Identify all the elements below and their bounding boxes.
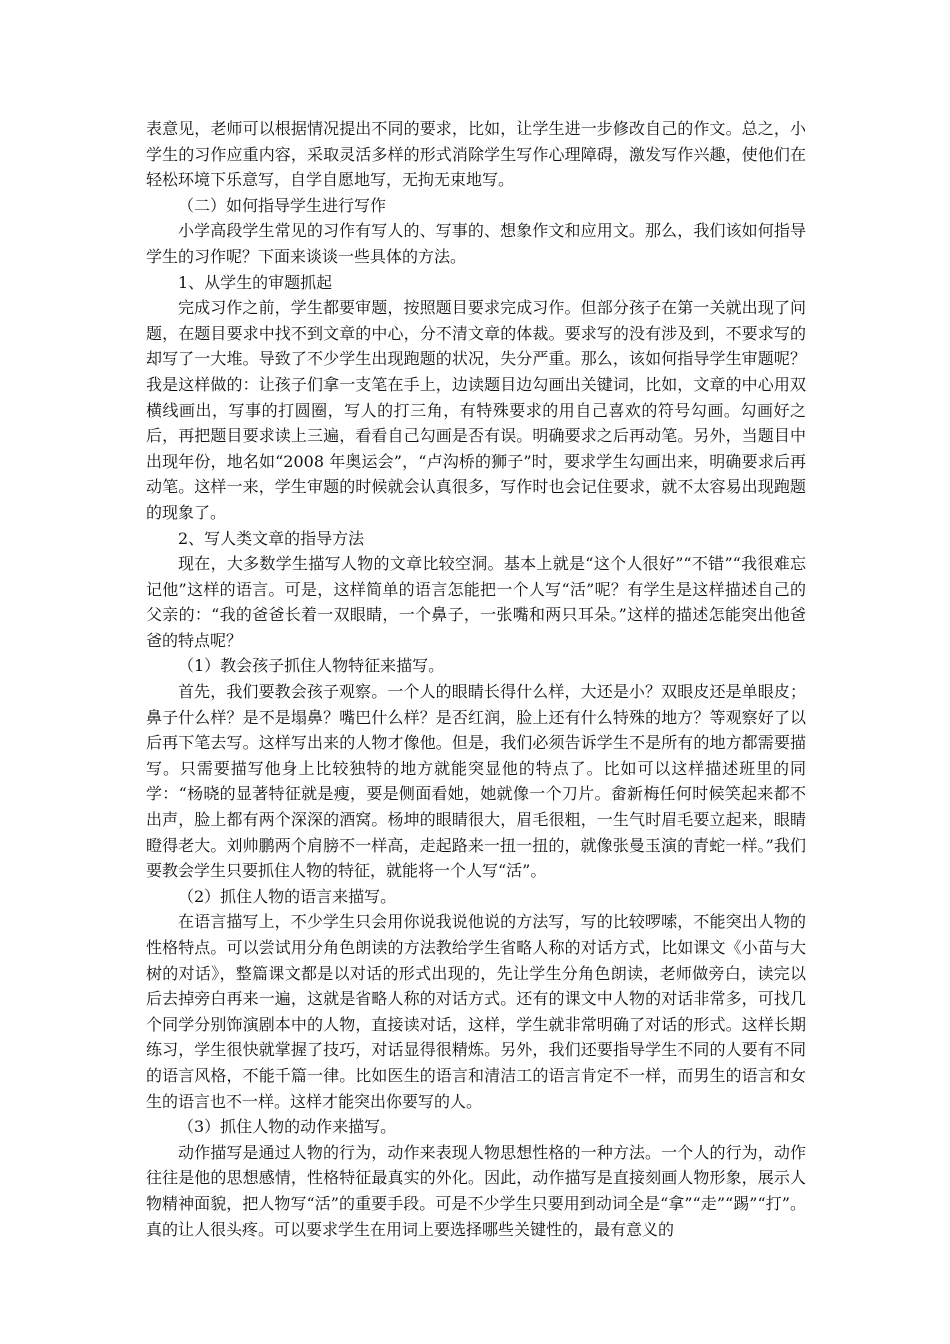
- paragraph-character-writing: 现在，大多数学生描写人物的文章比较空洞。基本上就是“这个人很好”“不错”“我很难忘记他”这样的语言。可是，这样简单的语言怎能把一个人写“活”呢？有学生是这样描述自己的父亲的：“我的爸爸长着一双眼睛，一个鼻子，一张嘴和两只耳朵。”这样的描述怎能突出他爸爸的特点呢？: [146, 554, 806, 650]
- subheading-topic-review: 1、从学生的审题抓起: [178, 272, 333, 292]
- subheading-character-actions: （3）抓住人物的动作来描写。: [178, 1117, 397, 1137]
- paragraph-topic-review: 完成习作之前，学生都要审题，按照题目要求完成习作。但部分孩子在第一关就出现了问题，在题目要求中找不到文章的中心，分不清文章的体裁。要求写的没有涉及到，不要求写的却写了一大堆。导致了不少学生出现跑题的状况，失分严重。那么，该如何指导学生审题呢？我是这样做的：让孩子们拿一支笔在手上，边读题目边勾画出关键词，比如，文章的中心用双横线画出，写事的打圆圈，写人的打三角，有特殊要求的用自己喜欢的符号勾画。勾画好之后，再把题目要求读上三遍，看看自己勾画是否有误。明确要求之后再动笔。另外，当题目中出现年份，地名如“2008 年奥运会”，“卢沟桥的狮子”时，要求学生勾画出来，明确要求后再动笔。这样一来，学生审题的时候就会认真很多，写作时也会记住要求，就不太容易出现跑题的现象了。: [146, 298, 806, 522]
- subheading-character-language: （2）抓住人物的语言来描写。: [178, 886, 397, 906]
- paragraph-character-language: 在语言描写上，不少学生只会用你说我说他说的方法写，写的比较啰嗦，不能突出人物的性格特点。可以尝试用分角色朗读的方法教给学生省略人称的对话方式，比如课文《小苗与大树的对话》，整篇课文都是以对话的形式出现的，先让学生分角色朗读，老师做旁白，读完以后去掉旁白再来一遍，这就是省略人称的对话方式。还有的课文中人物的对话非常多，可找几个同学分别饰演剧本中的人物，直接读对话，这样，学生就非常明确了对话的形式。这样长期练习，学生很快就掌握了技巧，对话显得很精炼。另外，我们还要指导学生不同的人要有不同的语言风格，不能千篇一律。比如医生的语言和清洁工的语言肯定不一样，而男生的语言和女生的语言也不一样。这样才能突出你要写的人。: [146, 912, 806, 1111]
- paragraph-character-features: 首先，我们要教会孩子观察。一个人的眼睛长得什么样，大还是小？双眼皮还是单眼皮；鼻子什么样？是不是塌鼻？嘴巴什么样？是否红润，脸上还有什么特殊的地方？等观察好了以后再下笔去写。这样写出来的人物才像他。但是，我们必须告诉学生不是所有的地方都需要描写。只需要描写他身上比较独特的地方就能突显他的特点了。比如可以这样描述班里的同学：“杨晓的显著特征就是瘦，要是侧面看她，她就像一个刀片。畲新梅任何时候笑起来都不出声，脸上都有两个深深的酒窝。杨坤的眼睛很大，眉毛很粗，一生气时眉毛要立起来，眼睛瞪得老大。刘帅鹏两个肩膀不一样高，走起路来一扭一扭的，就像张曼玉演的青蛇一样。”我们要教会学生只要抓住人物的特征，就能将一个人写“活”。: [146, 682, 806, 881]
- paragraph-intro: 小学高段学生常见的习作有写人的、写事的、想象作文和应用文。那么，我们该如何指导学生的习作呢？下面来谈谈一些具体的方法。: [146, 221, 806, 266]
- section-heading-how-to-guide-writing: （二）如何指导学生进行写作: [178, 195, 387, 215]
- paragraph-continuation: 表意见，老师可以根据情况提出不同的要求，比如，让学生进一步修改自己的作文。总之，小学生的习作应重内容，采取灵活多样的形式消除学生写作心理障碍，激发写作兴趣，使他们在轻松环境下乐意写，自学自愿地写，无拘无束地写。: [146, 119, 806, 190]
- subheading-character-writing: 2、写人类文章的指导方法: [178, 528, 365, 548]
- subheading-character-features: （1）教会孩子抓住人物特征来描写。: [178, 656, 445, 676]
- paragraph-character-actions: 动作描写是通过人物的行为，动作来表现人物思想性格的一种方法。一个人的行为，动作往往是他的思想感情，性格特征最真实的外化。因此，动作描写是直接刻画人物形象，展示人物精神面貌，把人物写“活”的重要手段。可是不少学生只要用到动词全是“拿”“走”“踢”“打”。真的让人很头疼。可以要求学生在用词上要选择哪些关键性的，最有意义的: [146, 1142, 806, 1239]
- document-body: [146, 116, 806, 1242]
